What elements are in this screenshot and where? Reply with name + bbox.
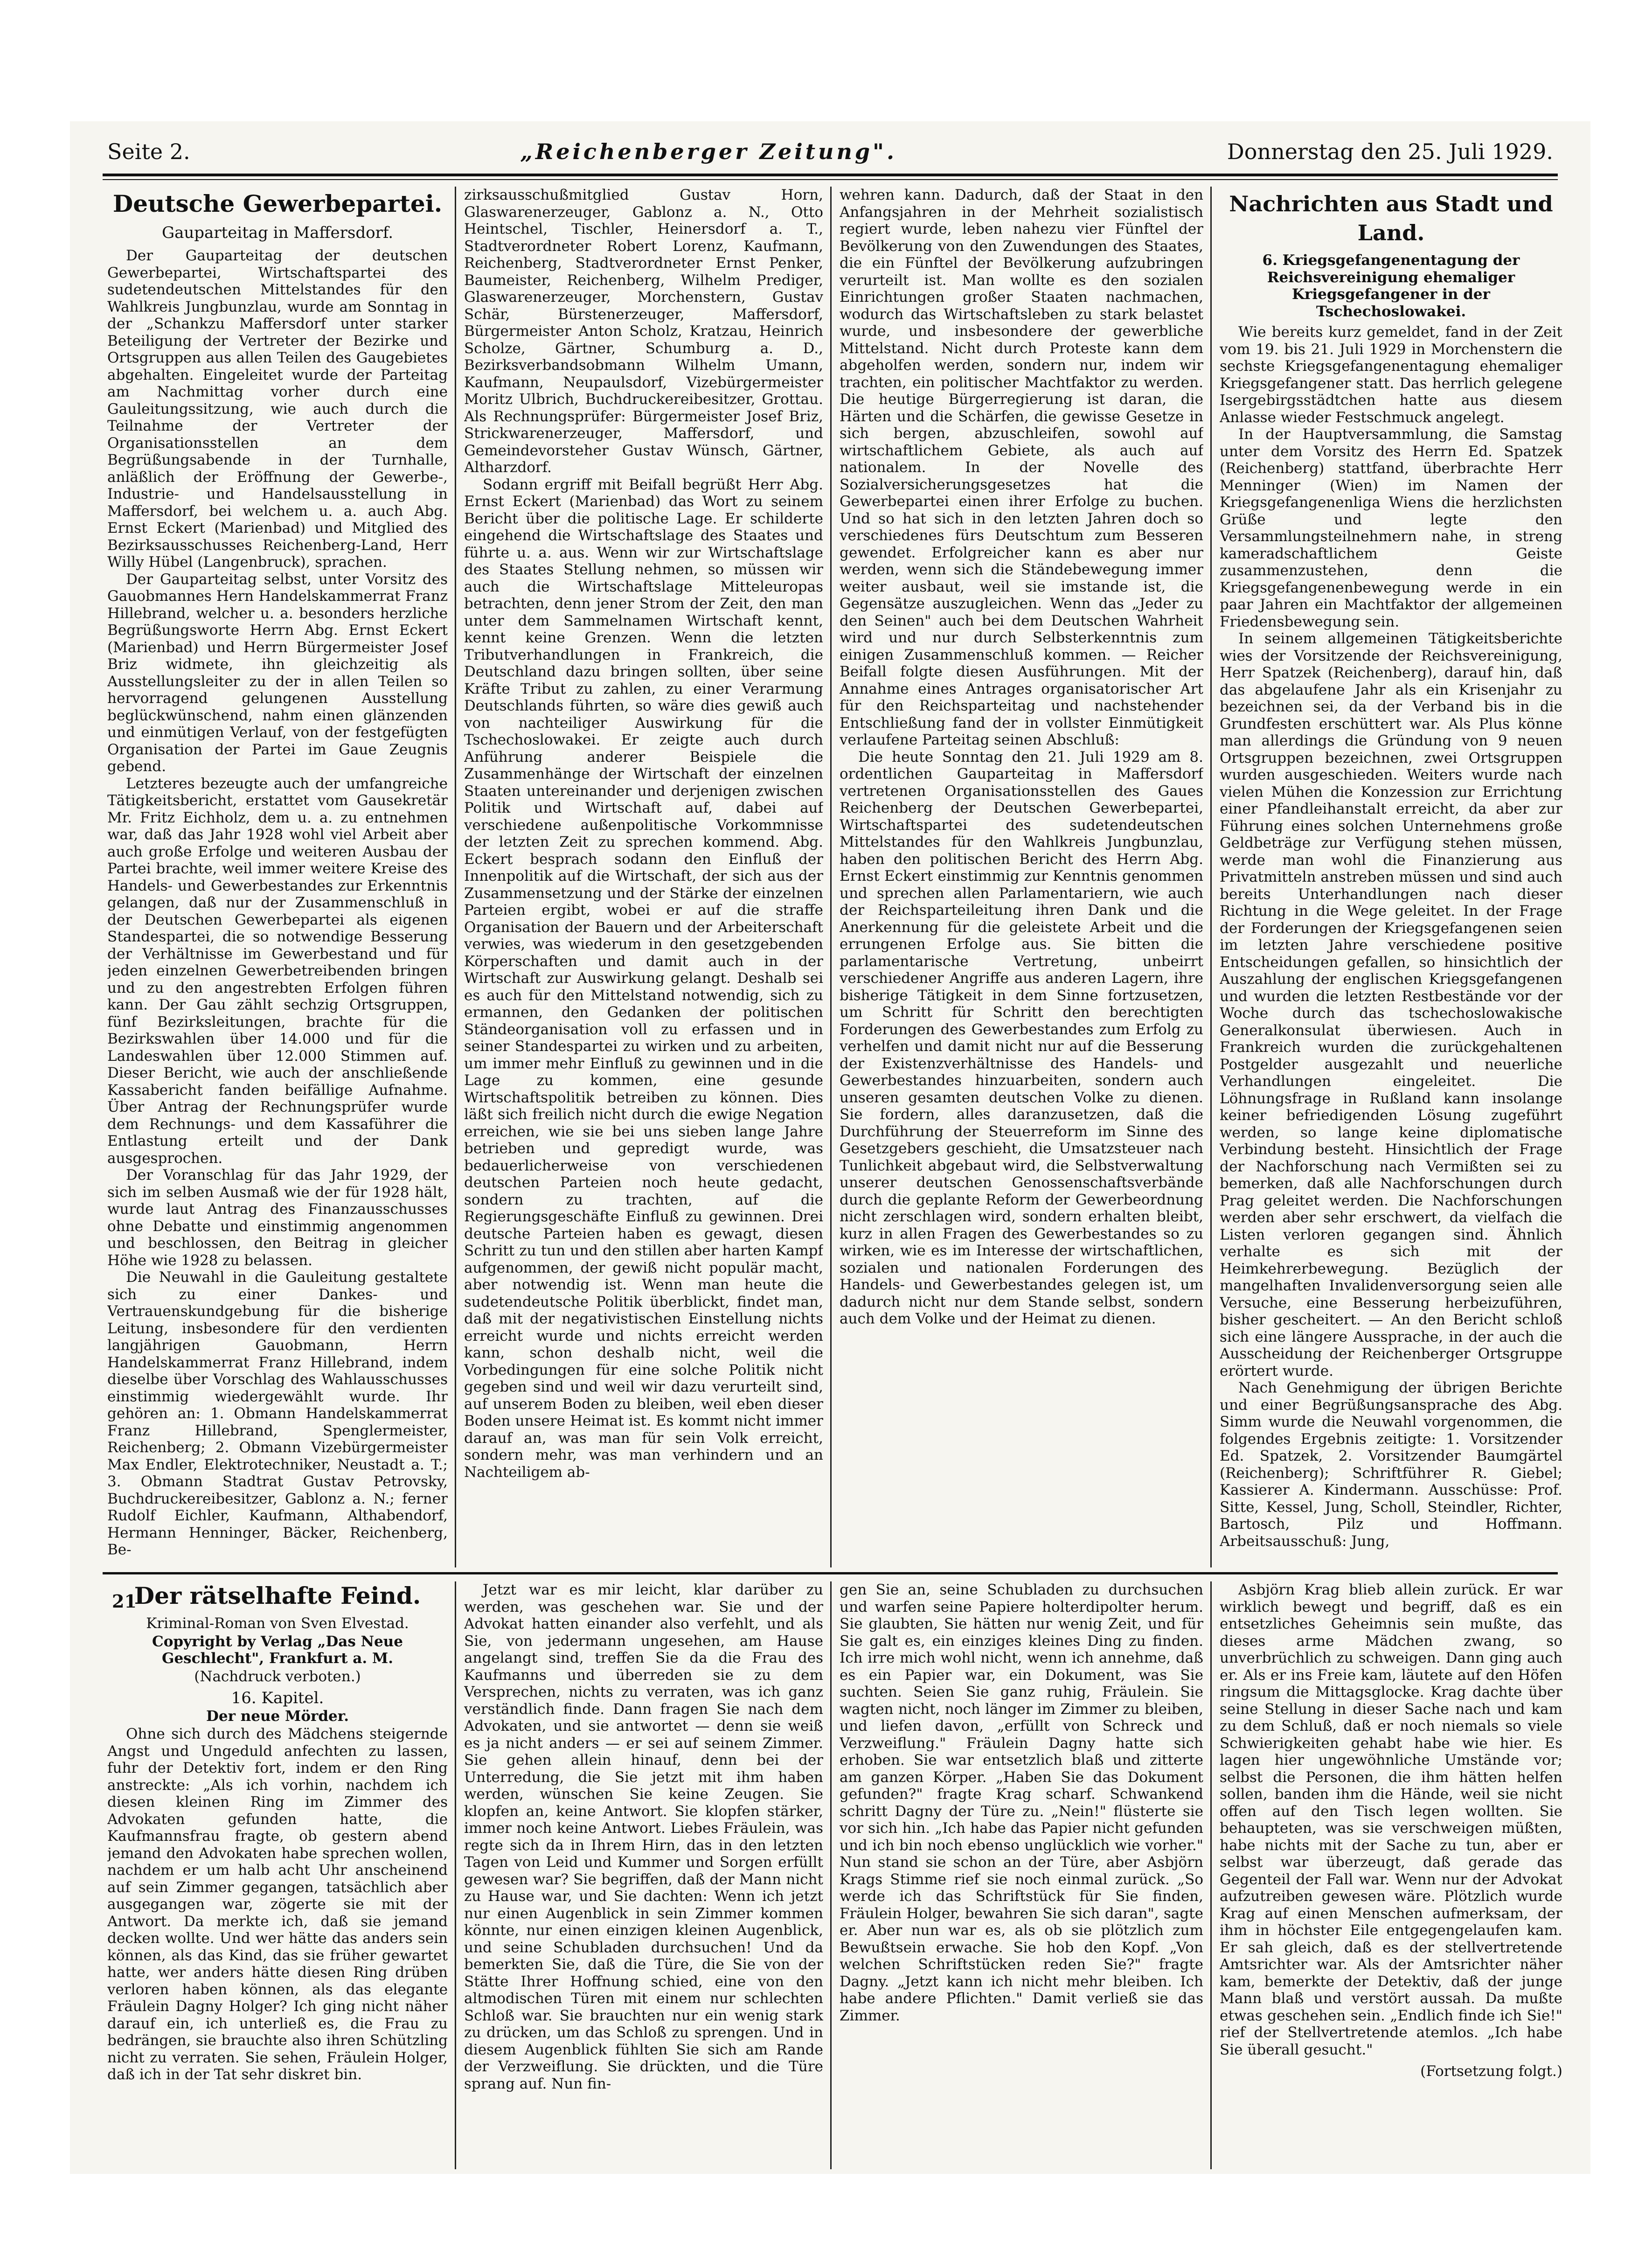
feuilleton-col-4	[1220, 1581, 1562, 2169]
installment-number: 21	[112, 1591, 137, 1612]
paragraph: Der Voranschlag für das Jahr 1929, der sich im selben Ausmaß wie der für 1928 hält, wurde laut Antrag des Finanzausschusses ohne Debatte und einstimmig angenommen und beschlossen, den Beitrag in gleicher Höhe wie 1928 zu belassen.	[107, 1167, 448, 1269]
newspaper-page	[70, 121, 1590, 2174]
feuilleton-col-2	[464, 1581, 823, 2169]
section-title: Nachrichten aus Stadt und Land.	[1229, 191, 1553, 245]
section-heading: Der neue Mörder.	[206, 1707, 349, 1725]
page-number: Seite 2.	[107, 139, 190, 164]
issue-date: Donnerstag den 25. Juli 1929.	[1227, 139, 1553, 164]
paragraph: Der Gauparteitag selbst, unter Vorsitz des Gauobmannes Hern Handelskammerrat Franz Hillebrand, welcher u. a. besonders herzliche Begrüßungsworte Herrn Abg. Ernst Eckert (Marienbad) und Herrn Bürgermeister Josef Briz widmete, ihn gleichzeitig als Ausstellungsleiter zu der in allen Teilen so hervorragend gelungenen Ausstellung beglückwünschend, nahm einen glänzenden und einmütigen Verlauf, von der festgefügten Organisation der Partei im Gaue Zeugnis gebend.	[107, 571, 448, 775]
article-subtitle: Gauparteitag in Maffersdorf.	[161, 223, 394, 242]
continuation-note: (Fortsetzung folgt.)	[1420, 2063, 1562, 2080]
feuilleton-col-3	[840, 1581, 1203, 2169]
feuilleton-rule	[103, 1572, 1558, 1574]
column-divider	[1210, 1581, 1212, 2169]
paragraph: zirksausschußmitglied Gustav Horn, Glaswarenerzeuger, Gablonz a. N., Otto Heintschel, Tischler, Heinersdorf a. T., Stadtverordneter Robert Lorenz, Kaufmann, Reichenberg, Stadtverordneter Ernst Penker, Baumeister, Reichenberg, Wilhelm Prediger, Glaswarenerzeuger, Morchenstern, Gustav Schär, Bürstenerzeuger, Maffersdorf, Bürgermeister Anton Scholz, Kratzau, Heinrich Scholze, Gärtner, Schumburg a. D., Bezirksverbandsobmann Wilhelm Umann, Kaufmann, Neupaulsdorf, Vizebürgermeister Moritz Ulbrich, Buchdruckereibesitzer, Grottau. Als Rechnungsprüfer: Bürgermeister Josef Briz, Strickwarenerzeuger, Maffersdorf, und Gemeindevorsteher Gustav Wünsch, Gärtner, Altharzdorf.	[464, 187, 823, 476]
paragraph: gen Sie an, seine Schubladen zu durchsuchen und warfen seine Papiere holterdipolter herum. Sie glaubten, Sie hätten nur wenig Zeit, und für Sie galt es, ein einziges kleines Ding zu finden. Ich irre mich wohl nicht, wenn ich annehme, daß es ein Papier war, ein Dokument, was Sie suchten. Seien Sie ganz ruhig, Fräulein. Sie wagten nicht, noch länger im Zimmer zu bleiben, und liefen davon, „erfüllt von Schreck und Verzweiflung." Fräulein Dagny hatte sich erhoben. Sie war entsetzlich blaß und zitterte am ganzen Körper. „Haben Sie das Dokument gefunden?" fragte Krag scharf. Schwankend schritt Dagny der Türe zu. „Nein!" flüsterte sie vor sich hin. „Ich habe das Papier nicht gefunden und ich bin noch ebenso unglücklich wie vorher." Nun stand sie schon an der Türe, aber Asbjörn Krags Stimme rief sie noch einmal zurück. „So werde ich das Schriftstück für Sie finden, Fräulein Holger, bewahren Sie sich daran", sagte er. Aber nun war es, als ob sie plötzlich zum Bewußtsein erwache. Sie hob den Kopf. „Von welchen Schriftstücken reden Sie?" fragte Dagny. „Jetzt kann ich nicht mehr bleiben. Ich habe andere Pflichten." Damit verließ sie das Zimmer.	[840, 1581, 1203, 2024]
chapter-heading: 16. Kapitel.	[231, 1689, 324, 1707]
header-rule-thin	[103, 179, 1558, 180]
header-rule	[103, 174, 1558, 176]
column-divider	[830, 187, 832, 1567]
column-divider	[455, 1581, 456, 2169]
article-gewerbepartei-cont	[464, 187, 823, 1567]
page-header	[107, 131, 1553, 173]
feuilleton-col-1	[107, 1581, 448, 2169]
paragraph: Sodann ergriff mit Beifall begrüßt Herr Abg. Ernst Eckert (Marienbad) das Wort zu seinem Bericht über die politische Lage. Er schilderte eingehend die Wirtschaftslage des Staates und führte u. a. aus. Wenn wir zur Wirtschaftslage des Staates Stellung nehmen, so müssen wir auch die Wirtschaftslage Mitteleuropas betrachten, denn jener Strom der Zeit, den man unter dem Sammelnamen Wirtschaft kennt, kennt keine Grenzen. Wenn die letzten Tributverhandlungen in Frankreich, die Deutschland dazu bringen sollten, über seine Kräfte Tribut zu zahlen, zu einer Verarmung Deutschlands führten, so wäre dies gewiß auch von nachteiliger Auswirkung für die Tschechoslowakei. Er zeigte auch durch Anführung anderer Beispiele die Zusammenhänge der Wirtschaft der einzelnen Staaten untereinander und derjenigen zwischen Politik und Wirtschaft auf, dabei auf verschiedene außenpolitische Vorkommnisse der letzten Zeit zu sprechen kommend. Abg. Eckert besprach sodann den Einfluß der Innenpolitik auf die Wirtschaft, der sich aus der Zusammensetzung und der Stärke der einzelnen Parteien ergibt, wobei er auf die straffe Organisation der Bauern und der Arbeiterschaft verwies, was wiederum in den gesetzgebenden Körperschaften und damit auch in der Wirtschaft zur Auswirkung gelangt. Deshalb sei es auch für den Mittelstand notwendig, sich zu ermannen, den Gedanken der politischen Ständeorganisation voll zu erfassen und in seiner Standespartei zu wirken und zu arbeiten, um immer mehr Einfluß zu gewinnen und in die Lage zu kommen, eine gesunde Wirtschaftspolitik betreiben zu können. Dies läßt sich freilich nicht durch die ewige Negation erreichen, wie sie bei uns sieben lange Jahre betrieben und gepredigt wurde, was bedauerlicherweise von verschiedenen deutschen Parteien noch heute gedacht, sondern zu trachten, auf die Regierungsgeschäfte Einfluß zu gewinnen. Drei deutsche Parteien haben es gewagt, diesen Schritt zu tun und den stillen aber harten Kampf aufgenommen, der gewiß nicht populär macht, aber notwendig ist. Wenn man heute die sudetendeutsche Politik überblickt, findet man, daß mit der negativistischen Einstellung nichts erreicht wurde und nichts erreicht werden kann, schon deshalb nicht, weil die Vorbedingungen für eine solche Politik nicht gegeben sind und weil wir dazu verurteilt sind, auf unserem Boden zu bleiben, weil eben dieser Boden unsere Heimat ist. Es kommt nicht immer darauf an, was man für sein Volk erreicht, sondern mehr, was man verhindern und an Nachteiligem ab-	[464, 476, 823, 1481]
column-divider	[830, 1581, 832, 2169]
paragraph: wehren kann. Dadurch, daß der Staat in den Anfangsjahren in der Mehrheit sozialistisch regiert wurde, leben nahezu vier Fünftel der Bevölkerung von den Zuwendungen des Staates, die ein Fünftel der Bevölkerung aufzubringen verurteilt ist. Man wollte es den sozialen Einrichtungen großer Staaten nachmachen, wodurch das Wirtschaftsleben zu stark belastet wurde, und insbesondere der gewerbliche Mittelstand. Nicht durch Proteste kann dem abgeholfen werden, sondern nur, indem wir trachten, ein politischer Machtfaktor zu werden. Die heutige Bürgerregierung ist daran, die Härten und die Schärfen, die gewisse Gesetze in sich bergen, abzuschleifen, sowohl auf wirtschaftlichem Gebiete, als auch auf nationalem. In der Novelle des Sozialversicherungsgesetzes hat die Gewerbepartei einen ihrer Erfolge zu buchen. Und so hat sich in den letzten Jahren doch so verschiedenes fürs Deutschtum zum Besseren gewendet. Erfolgreicher kann es aber nur werden, wenn sich die Ständebewegung immer weiter ausbaut, weil sie imstande ist, die Gegensätze auszugleichen. Wenn das „Jeder zu den Seinen" auch bei dem Deutschen Wahrheit wird und nur durch Selbsterkenntnis zum einigen Zusammenschluß kommen. — Reicher Beifall folgte diesen Ausführungen. Mit der Annahme eines Antrages organisatorischer Art für den Reichsparteitag und nachstehender Entschließung fand der in vollster Einmütigkeit verlaufene Parteitag seinen Abschluß:	[840, 187, 1203, 748]
paragraph: Letzteres bezeugte auch der umfangreiche Tätigkeitsbericht, erstattet vom Gausekretär Mr. Fritz Eichholz, dem u. a. zu entnehmen war, daß das Jahr 1928 wohl viel Arbeit aber auch große Erfolge und weiteren Ausbau der Partei brachte, weil immer weitere Kreise des Handels- und Gewerbestandes zur Erkenntnis gelangen, daß nur der Zusammenschluß in der Deutschen Gewerbepartei als eigenen Standespartei, die so notwendige Besserung der Verhältnisse im Gewerbestand und für jeden einzelnen Gewerbetreibenden bringen und zu den angestrebten Erfolgen führen kann. Der Gau zählt sechzig Ortsgruppen, fünf Bezirksleitungen, brachte für die Bezirkswahlen über 14.000 und für die Landeswahlen über 12.000 Stimmen auf. Dieser Bericht, wie auch der anschließende Kassabericht fanden beifällige Aufnahme. Über Antrag der Rechnungsprüfer wurde dem Rechnungs- und dem Kassaführer die Entlastung erteilt und der Dank ausgesprochen.	[107, 775, 448, 1167]
article-gewerbepartei-end	[840, 187, 1203, 1567]
article-gewerbepartei	[107, 187, 448, 1567]
article-subtitle: 6. Kriegsgefangenentagung der Reichsvereinigung ehemaliger Kriegsgefangener in der Tschechoslowakei.	[1262, 252, 1520, 320]
paragraph: Die heute Sonntag den 21. Juli 1929 am 8. ordentlichen Gauparteitag in Maffersdorf vertretenen Organisationsstellen des Gaues Reichenberg der Deutschen Gewerbepartei, Wirtschaftspartei des sudetendeutschen Mittelstandes für den Wahlkreis Jungbunzlau, haben den politischen Bericht des Herrn Abg. Ernst Eckert einstimmig zur Kenntnis genommen und sprechen allen Parlamentariern, wie auch der Reichsparteileitung ihren Dank und die Anerkennung für die geleistete Arbeit und die errungenen Erfolge aus. Sie bitten die parlamentarische Vertretung, unbeirrt verschiedener Angriffe aus anderen Lagern, ihre bisherige Tätigkeit in dem Sinne fortzusetzen, um Schritt für Schritt den berechtigten Forderungen des Gewerbestandes zum Erfolg zu verhelfen und damit nicht nur auf die Besserung der Existenzverhältnisse des Handels- und Gewerbestandes hinzuarbeiten, sondern auch unseren gesamten deutschen Volke zu dienen. Sie fordern, alles daranzusetzen, daß die Durchführung der Steuerreform im Sinne des Gesetzgebers geschieht, die Umsatzsteuer nach Tunlichkeit abgebaut wird, die Selbstverwaltung unserer deutschen Genossenschaftsverbände durch die geplante Reform der Gewerbeordnung nicht zerschlagen wird, sondern erhalten bleibt, kurz in allen Fragen des Gewerbestandes so zu wirken, wie es im Interesse der wirtschaftlichen, sozialen und nationalen Forderungen des Handels- und Gewerbestandes gelegen ist, um dadurch nicht nur dem Stande selbst, sondern auch dem Volke und der Heimat zu dienen.	[840, 748, 1203, 1327]
paragraph: Nach Genehmigung der übrigen Berichte und einer Begrüßungsansprache des Abg. Simm wurde die Neuwahl vorgenommen, die folgendes Ergebnis zeitigte: 1. Vorsitzender Ed. Spatzek, 2. Vorsitzender Baumgärtel (Reichenberg); Schriftführer R. Giebel; Kassierer A. Kindermann. Ausschüsse: Prof. Sitte, Kessel, Jung, Scholl, Steindler, Richter, Bartosch, Pilz und Hoffmann. Arbeitsausschuß: Jung,	[1220, 1379, 1562, 1550]
column-divider	[455, 187, 456, 1567]
novel-author: Kriminal-Roman von Sven Elvestad.	[146, 1615, 409, 1632]
newspaper-name: „Reichenberger Zeitung".	[520, 139, 897, 164]
paragraph: Wie bereits kurz gemeldet, fand in der Zeit vom 19. bis 21. Juli 1929 in Morchenstern die sechste Kriegsgefangenentagung ehemaliger Kriegsgefangener statt. Das herrlich gelegene Isergebirgsstädtchen hatte aus diesem Anlasse wieder Festschmuck angelegt.	[1220, 324, 1562, 426]
paragraph: In seinem allgemeinen Tätigkeitsberichte wies der Vorsitzende der Reichsvereinigung, Herr Spatzek (Reichenberg), darauf hin, daß das abgelaufene Jahr als ein Krisenjahr zu bezeichnen sei, da der Verband bis in die Grundfesten erschüttert war. Als Plus könne man allerdings die Gründung von 9 neuen Ortsgruppen bezeichnen, zwei Ortsgruppen wurden ausgeschieden. Weiters wurde nach vielen Mühen die Konzession zur Errichtung einer Pfandleihanstalt erreicht, da aber zur Führung eines solchen Unternehmens große Geldbeträge zur Verfügung stehen müssen, werde man wohl die Finanzierung aus Privatmitteln anstreben müssen und sind auch bereits Unterhandlungen nach dieser Richtung in die Wege geleitet. In der Frage der Forderungen der Kriegsgefangenen seien im letzten Jahre verschiedene positive Entscheidungen gefallen, so hinsichtlich der Auszahlung der englischen Kriegsgefangenen und wurden die letzten Restbestände vor der Woche durch das tschechoslowakische Generalkonsulat überwiesen. Auch in Frankreich wurden die zurückgehaltenen Postgelder ausgezahlt und neuerliche Verhandlungen eingeleitet. Die Löhnungsfrage in Rußland kann insolange keiner befriedigenden Lösung zugeführt werden, so lange keine diplomatische Verbindung besteht. Hinsichtlich der Frage der Nachforschung nach Vermißten sei zu bemerken, daß alle Nachforschungen durch Prag geleitet werden. Die Nachforschungen werden aber sehr erschwert, da vielfach die Listen verloren gegangen sind. Ähnlich verhalte es sich mit der Heimkehrerbewegung. Bezüglich der mangelhaften Invalidenversorgung seien alle Versuche, eine Besserung herbeizuführen, bisher gescheitert. — An den Bericht schloß sich eine längere Aussprache, in der auch die Ausscheidung der Reichenberger Ortsgruppe erörtert wurde.	[1220, 630, 1562, 1379]
paragraph: Die Neuwahl in die Gauleitung gestaltete sich zu einer Dankes- und Vertrauenskundgebung für die bisherige Leitung, insbesondere für den verdienten langjährigen Gauobmann, Herrn Handelskammerrat Franz Hillebrand, indem dieselbe über Vorschlag des Wahlausschusses einstimmig wiedergewählt wurde. Ihr gehören an: 1. Obmann Handelskammerrat Franz Hillebrand, Spenglermeister, Reichenberg; 2. Obmann Vizebürgermeister Max Endler, Elektrotechniker, Neustadt a. T.; 3. Obmann Stadtrat Gustav Petrovsky, Buchdruckereibesitzer, Gablonz a. N.; ferner Rudolf Eichler, Kaufmann, Althabendorf, Hermann Henninger, Bäcker, Reichenberg, Be-	[107, 1269, 448, 1558]
column-divider	[1210, 187, 1212, 1567]
article-title: Deutsche Gewerbepartei.	[112, 190, 443, 217]
paragraph: Der Gauparteitag der deutschen Gewerbepartei, Wirtschaftspartei des sudetendeutschen Mittelstandes für den Wahlkreis Jungbunzlau, wurde am Sonntag in der „Schankzu Maffersdorf unter starker Beteiligung der Vertreter der Bezirke und Ortsgruppen aus allen Teilen des Gaugebietes abgehalten. Eingeleitet wurde der Parteitag am Nachmittag vorher durch eine Gauleitungssitzung, wie auch durch die Teilnahme der Vertreter der Organisationsstellen an dem Begrüßungsabende in der Turnhalle, anläßlich der Eröffnung der Gewerbe-, Industrie- und Handelsausstellung in Maffersdorf, bei welchem u. a. auch Abg. Ernst Eckert (Marienbad) und Mitglied des Bezirksausschusses Reichenberg-Land, Herr Willy Hübel (Langenbruck), sprachen.	[107, 247, 448, 571]
reprint-note: (Nachdruck verboten.)	[194, 1668, 361, 1685]
paragraph: Asbjörn Krag blieb allein zurück. Er war wirklich bewegt und begriff, daß es ein entsetzliches Geheimnis sein mußte, das dieses arme Mädchen zwang, so unverbrüchlich zu schweigen. Dann ging auch er. Als er ins Freie kam, läutete auf den Höfen ringsum die Mittagsglocke. Krag dachte über seine Stellung in dieser Sache nach und kam zu dem Schluß, daß er noch niemals so viele Schwierigkeiten gehabt habe wie hier. Es lagen hier ungewöhnliche Umstände vor; selbst die Personen, die ihm hätten helfen sollen, banden ihm die Hände, weil sie nicht offen auf den Tisch legen wollten. Sie behaupteten, was sie verschweigen müßten, habe nichts mit der Sache zu tun, aber er selbst war überzeugt, daß gerade das Gegenteil der Fall war. Wenn nur der Advokat aufzutreiben gewesen wäre. Plötzlich wurde Krag auf einen Menschen aufmerksam, der ihm in höchster Eile entgegengelaufen kam. Er sah gleich, daß es der stellvertretende Amtsrichter war. Als der Amtsrichter näher kam, bemerkte der Detektiv, daß der junge Mann blaß und verstört aussah. Da mußte etwas geschehen sein. „Endlich finde ich Sie!" rief der Stellvertretende atemlos. „Ich habe Sie überall gesucht."	[1220, 1581, 1562, 2058]
paragraph: Ohne sich durch des Mädchens steigernde Angst und Ungeduld anfechten zu lassen, fuhr der Detektiv fort, indem er den Ring anstreckte: „Als ich vorhin, nachdem ich diesen kleinen Ring im Zimmer des Advokaten gefunden hatte, die Kaufmannsfrau fragte, ob gestern abend jemand den Advokaten habe sprechen wollen, nachdem er um halb acht Uhr anscheinend auf sein Zimmer gegangen, tatsächlich aber ausgegangen war, zögerte sie mit der Antwort. Da merkte ich, daß sie jemand decken wollte. Und wer hätte das anders sein können, als das Kind, das sie früher gewartet hatte, wer anders hätte diesen Ring drüben verloren haben können, als das elegante Fräulein Dagny Holger? Ich ging nicht näher darauf ein, ich unterließ es, die Frau zu bedrängen, sie brauchte also ihren Schützling nicht zu verraten. Sie sehen, Fräulein Holger, daß ich in der Tat sehr diskret bin.	[107, 1726, 448, 2083]
paragraph: Jetzt war es mir leicht, klar darüber zu werden, was geschehen war. Sie und der Advokat hatten einander also verfehlt, und als Sie, von jedermann ungesehen, am Hause angelangt sind, treffen Sie da die Frau des Kaufmanns und überreden sie zu dem Versprechen, nichts zu verraten, was ich ganz verständlich finde. Dann fragen Sie nach dem Advokaten, und sie antwortet — denn sie weiß es ja nicht anders — er sei auf seinem Zimmer. Sie gehen allein hinauf, denn bei der Unterredung, die Sie jetzt mit ihm haben werden, wünschen Sie keine Zeugen. Sie klopfen an, keine Antwort. Sie klopfen stärker, immer noch keine Antwort. Liebes Fräulein, was regte sich da in Ihrem Hirn, das in den letzten Tagen von Leid und Kummer und Sorgen erfüllt gewesen war? Sie begriffen, daß der Mann nicht zu Hause war, und Sie dachten: Wenn ich jetzt nur einen Augenblick in sein Zimmer kommen könnte, nur einen einzigen kleinen Augenblick, und seine Schubladen durchsuchen! Und da bemerkten Sie, daß die Türe, die Sie von der Stätte Ihrer Hoffnung schied, eine von den altmodischen Türen mit einem nur schlechten Schloß war. Sie brauchten nur ein wenig stark zu drücken, um das Schloß zu sprengen. Und in diesem Augenblick fühlten Sie sich am Rande der Verzweiflung. Sie drückten, und die Türe sprang auf. Nun fin-	[464, 1581, 823, 2092]
copyright-line: Copyright by Verlag „Das Neue Geschlecht", Frankfurt a. M.	[152, 1633, 403, 1667]
paragraph: In der Hauptversammlung, die Samstag unter dem Vorsitz des Herrn Ed. Spatzek (Reichenberg) stattfand, überbrachte Herr Menninger (Wien) im Namen der Kriegsgefangenenliga Wiens die herzlichsten Grüße und legte den Versammlungsteilnehmern nahe, in streng kameradschaftlichem Geiste zusammenzustehen, denn die Kriegsgefangenenbewegung werde in ein paar Jahren ein Machtfaktor der allgemeinen Friedensbewegung sein.	[1220, 426, 1562, 630]
novel-title: Der rätselhafte Feind.	[134, 1582, 421, 1609]
section-local-news	[1220, 187, 1562, 1567]
